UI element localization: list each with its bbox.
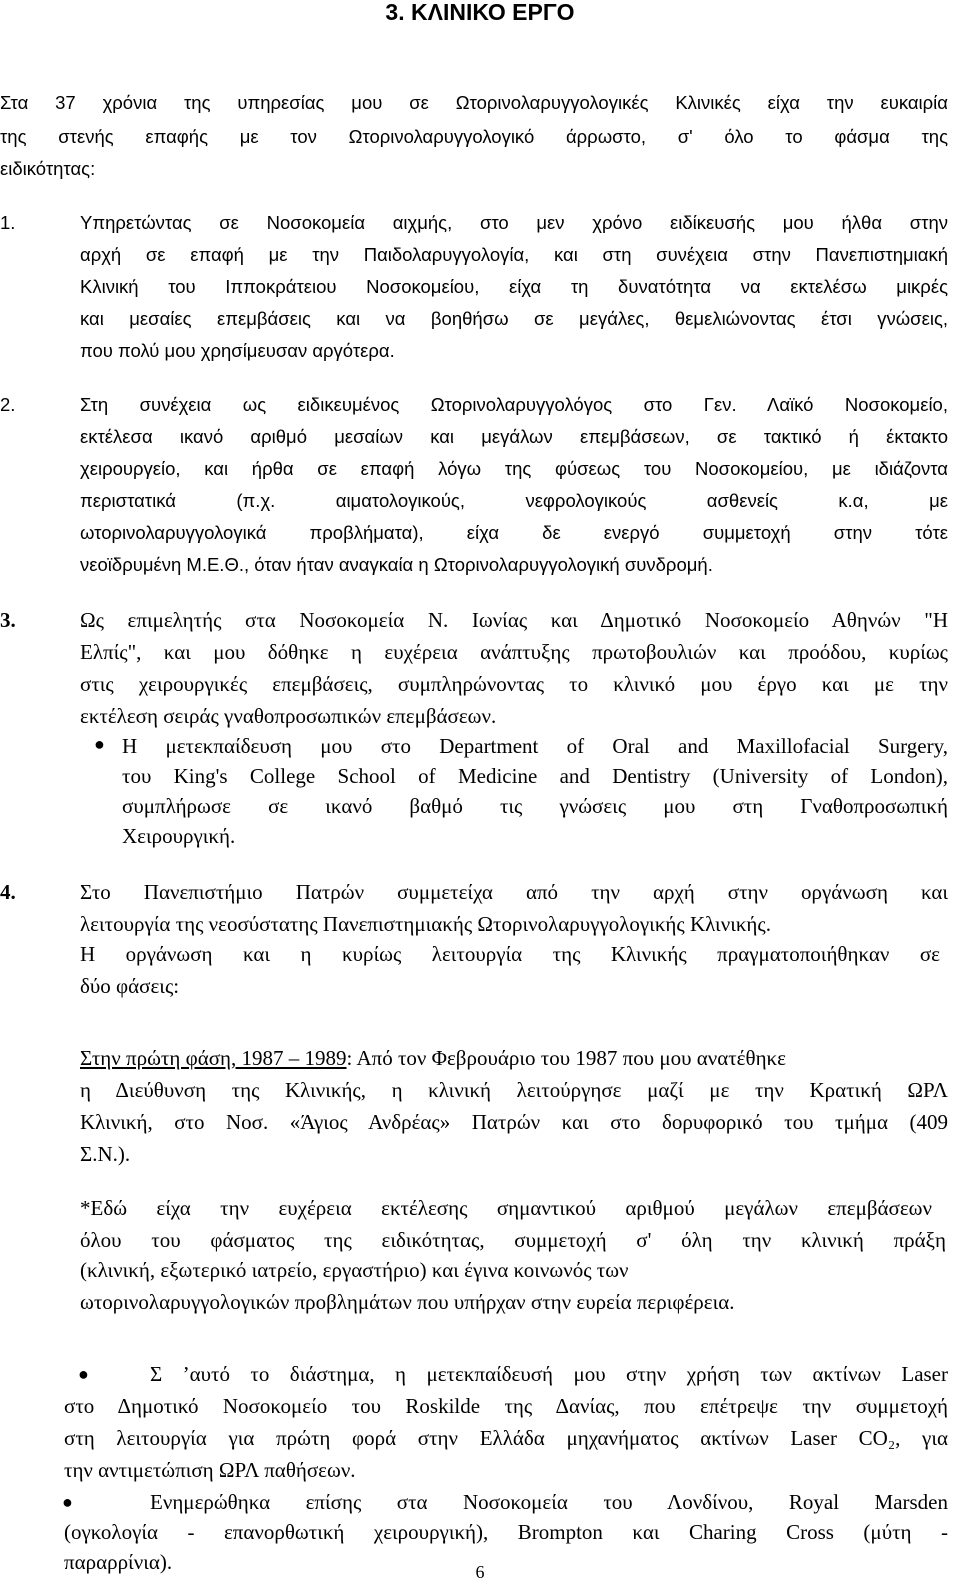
page-number: 6 bbox=[475, 1562, 485, 1582]
bullet-line: συμπλήρωσε σε ικανό βαθμό τις γνώσεις μου στη Γναθοπροσωπική bbox=[122, 794, 948, 818]
bullet-line: στη λειτουργία για πρώτη φορά στην Ελλάδα μηχανήματος ακτίνων Laser CO₂, για bbox=[64, 1426, 948, 1450]
bullet-icon: ● bbox=[62, 1492, 73, 1512]
item-line: Ως επιμελητής στα Νοσοκομεία Ν. Ιωνίας και Δημοτικό Νοσοκομείο Αθηνών "Η bbox=[80, 608, 948, 632]
item-line: και μεσαίες επεμβάσεις και να βοηθήσω σε μεγάλες, θεμελιώνοντας έτσι γνώσεις, bbox=[80, 308, 948, 329]
item-line: ωτορινολαρυγγολογικά προβλήματα), είχα δε ενεργό συμμετοχή στην τότε bbox=[80, 522, 948, 543]
item-number: 3. bbox=[0, 608, 16, 632]
bullet-icon: ● bbox=[94, 734, 105, 754]
bullet-line: Χειρουργική. bbox=[122, 824, 236, 848]
note-line: *Εδώ είχα την ευχέρεια εκτέλεσης σημαντικού αριθμού μεγάλων επεμβάσεων bbox=[80, 1196, 932, 1220]
item-line: Στο Πανεπιστήμιο Πατρών συμμετείχα από την αρχή στην οργάνωση και bbox=[80, 880, 948, 904]
note-line: (κλινική, εξωτερικό ιατρείο, εργαστήριο) και έγινα κοινωνός των bbox=[80, 1258, 629, 1282]
item-line: χειρουργείο, και ήρθα σε επαφή λόγω της φύσεως του Νοσοκομείου, με ιδιάζοντα bbox=[80, 458, 948, 479]
bullet-line: στο Δημοτικό Νοσοκομείο του Roskilde της Δανίας, που επέτρεψε την συμμετοχή bbox=[64, 1394, 948, 1418]
bullet-line: την αντιμετώπιση ΩΡΛ παθήσεων. bbox=[64, 1458, 356, 1482]
phase-line: Κλινική, στο Νοσ. «Άγιος Ανδρέας» Πατρών και στο δορυφορικό του τμήμα (409 bbox=[80, 1110, 948, 1134]
item-line: Υπηρετώντας σε Νοσοκομεία αιχμής, στο μεν χρόνο ειδίκευσής μου ήλθα στην bbox=[80, 212, 948, 233]
item-line: Ελπίς", και μου δόθηκε η ευχέρεια ανάπτυξης πρωτοβουλιών και προόδου, κυρίως bbox=[80, 640, 948, 664]
item-line: λειτουργία της νεοσύστατης Πανεπιστημιακής Ωτορινολαρυγγολογικής Κλινικής. bbox=[80, 912, 771, 936]
bullet-line: του King's College School of Medicine and Dentistry (University of London), bbox=[122, 764, 948, 788]
item-number: 4. bbox=[0, 880, 16, 904]
item-number: 2. bbox=[0, 394, 16, 415]
intro-line: Στα 37 χρόνια της υπηρεσίας μου σε Ωτορινολαρυγγολογικές Κλινικές είχα την ευκαιρία bbox=[0, 92, 948, 113]
bullet-line: Σ ’αυτό το διάστημα, η μετεκπαίδευσή μου στην χρήση των ακτίνων Laser bbox=[150, 1362, 948, 1386]
item-number: 1. bbox=[0, 212, 16, 233]
note-line: ωτορινολαρυγγολογικών προβλημάτων που υπήρχαν στην ευρεία περιφέρεια. bbox=[80, 1290, 735, 1314]
bullet-line: Ενημερώθηκα επίσης στα Νοσοκομεία του Λονδίνου, Royal Marsden bbox=[150, 1490, 948, 1514]
item-line: εκτέλεσα ικανό αριθμό μεσαίων και μεγάλων επεμβάσεων, σε τακτικό ή έκτακτο bbox=[80, 426, 948, 447]
bullet-icon: ● bbox=[78, 1364, 89, 1384]
item-line: Στη συνέχεια ως ειδικευμένος Ωτορινολαρυγγολόγος στο Γεν. Λαϊκό Νοσοκομείο, bbox=[80, 394, 948, 415]
bullet-line: (ογκολογία - επανορθωτική χειρουργική), Brompton και Charing Cross (μύτη - bbox=[64, 1520, 948, 1544]
item-line: που πολύ μου χρησίμευσαν αργότερα. bbox=[80, 340, 395, 361]
item-line: αρχή σε επαφή με την Παιδολαρυγγολογία, και στη συνέχεια στην Πανεπιστημιακή bbox=[80, 244, 948, 265]
intro-line: της στενής επαφής με τον Ωτορινολαρυγγολογικό άρρωστο, σ' όλο το φάσμα της bbox=[0, 126, 948, 147]
item-line: δύο φάσεις: bbox=[80, 974, 180, 998]
bullet-line: παραρρίνια). bbox=[64, 1550, 173, 1574]
phase-line-rest: : Από τον Φεβρουάριο του 1987 που μου ανατέθηκε bbox=[346, 1046, 786, 1070]
note-line: όλου του φάσματος της ειδικότητας, συμμετοχή σ' όλη την κλινική πράξη bbox=[80, 1228, 946, 1252]
phase-line bbox=[80, 1046, 786, 1071]
item-line: Η οργάνωση και η κυρίως λειτουργία της Κλινικής πραγματοποιήθηκαν σε bbox=[80, 942, 940, 966]
item-line: εκτέλεση σειράς γναθοπροσωπικών επεμβάσεων. bbox=[80, 704, 497, 728]
page-title: 3. ΚΛΙΝΙΚΟ ΕΡΓΟ bbox=[385, 0, 575, 25]
bullet-line: Η μετεκπαίδευση μου στο Department of Oral and Maxillofacial Surgery, bbox=[122, 734, 948, 758]
phase-heading: Στην πρώτη φάση, 1987 – 1989 bbox=[80, 1046, 347, 1070]
phase-line: Σ.Ν.). bbox=[80, 1142, 131, 1166]
phase-line: η Διεύθυνση της Κλινικής, η κλινική λειτούργησε μαζί με την Κρατική ΩΡΛ bbox=[80, 1078, 948, 1102]
item-line: στις χειρουργικές επεμβάσεις, συμπληρώνοντας το κλινικό μου έργο και με την bbox=[80, 672, 948, 696]
item-line: Κλινική του Ιπποκράτειου Νοσοκομείου, είχα τη δυνατότητα να εκτελέσω μικρές bbox=[80, 276, 948, 297]
item-line: περιστατικά (π.χ. αιματολογικούς, νεφρολογικούς ασθενείς κ.α, με bbox=[80, 490, 948, 511]
intro-line: ειδικότητας: bbox=[0, 158, 96, 179]
item-line: νεοϊδρυμένη Μ.Ε.Θ., όταν ήταν αναγκαία η Ωτορινολαρυγγολογική συνδρομή. bbox=[80, 554, 713, 575]
